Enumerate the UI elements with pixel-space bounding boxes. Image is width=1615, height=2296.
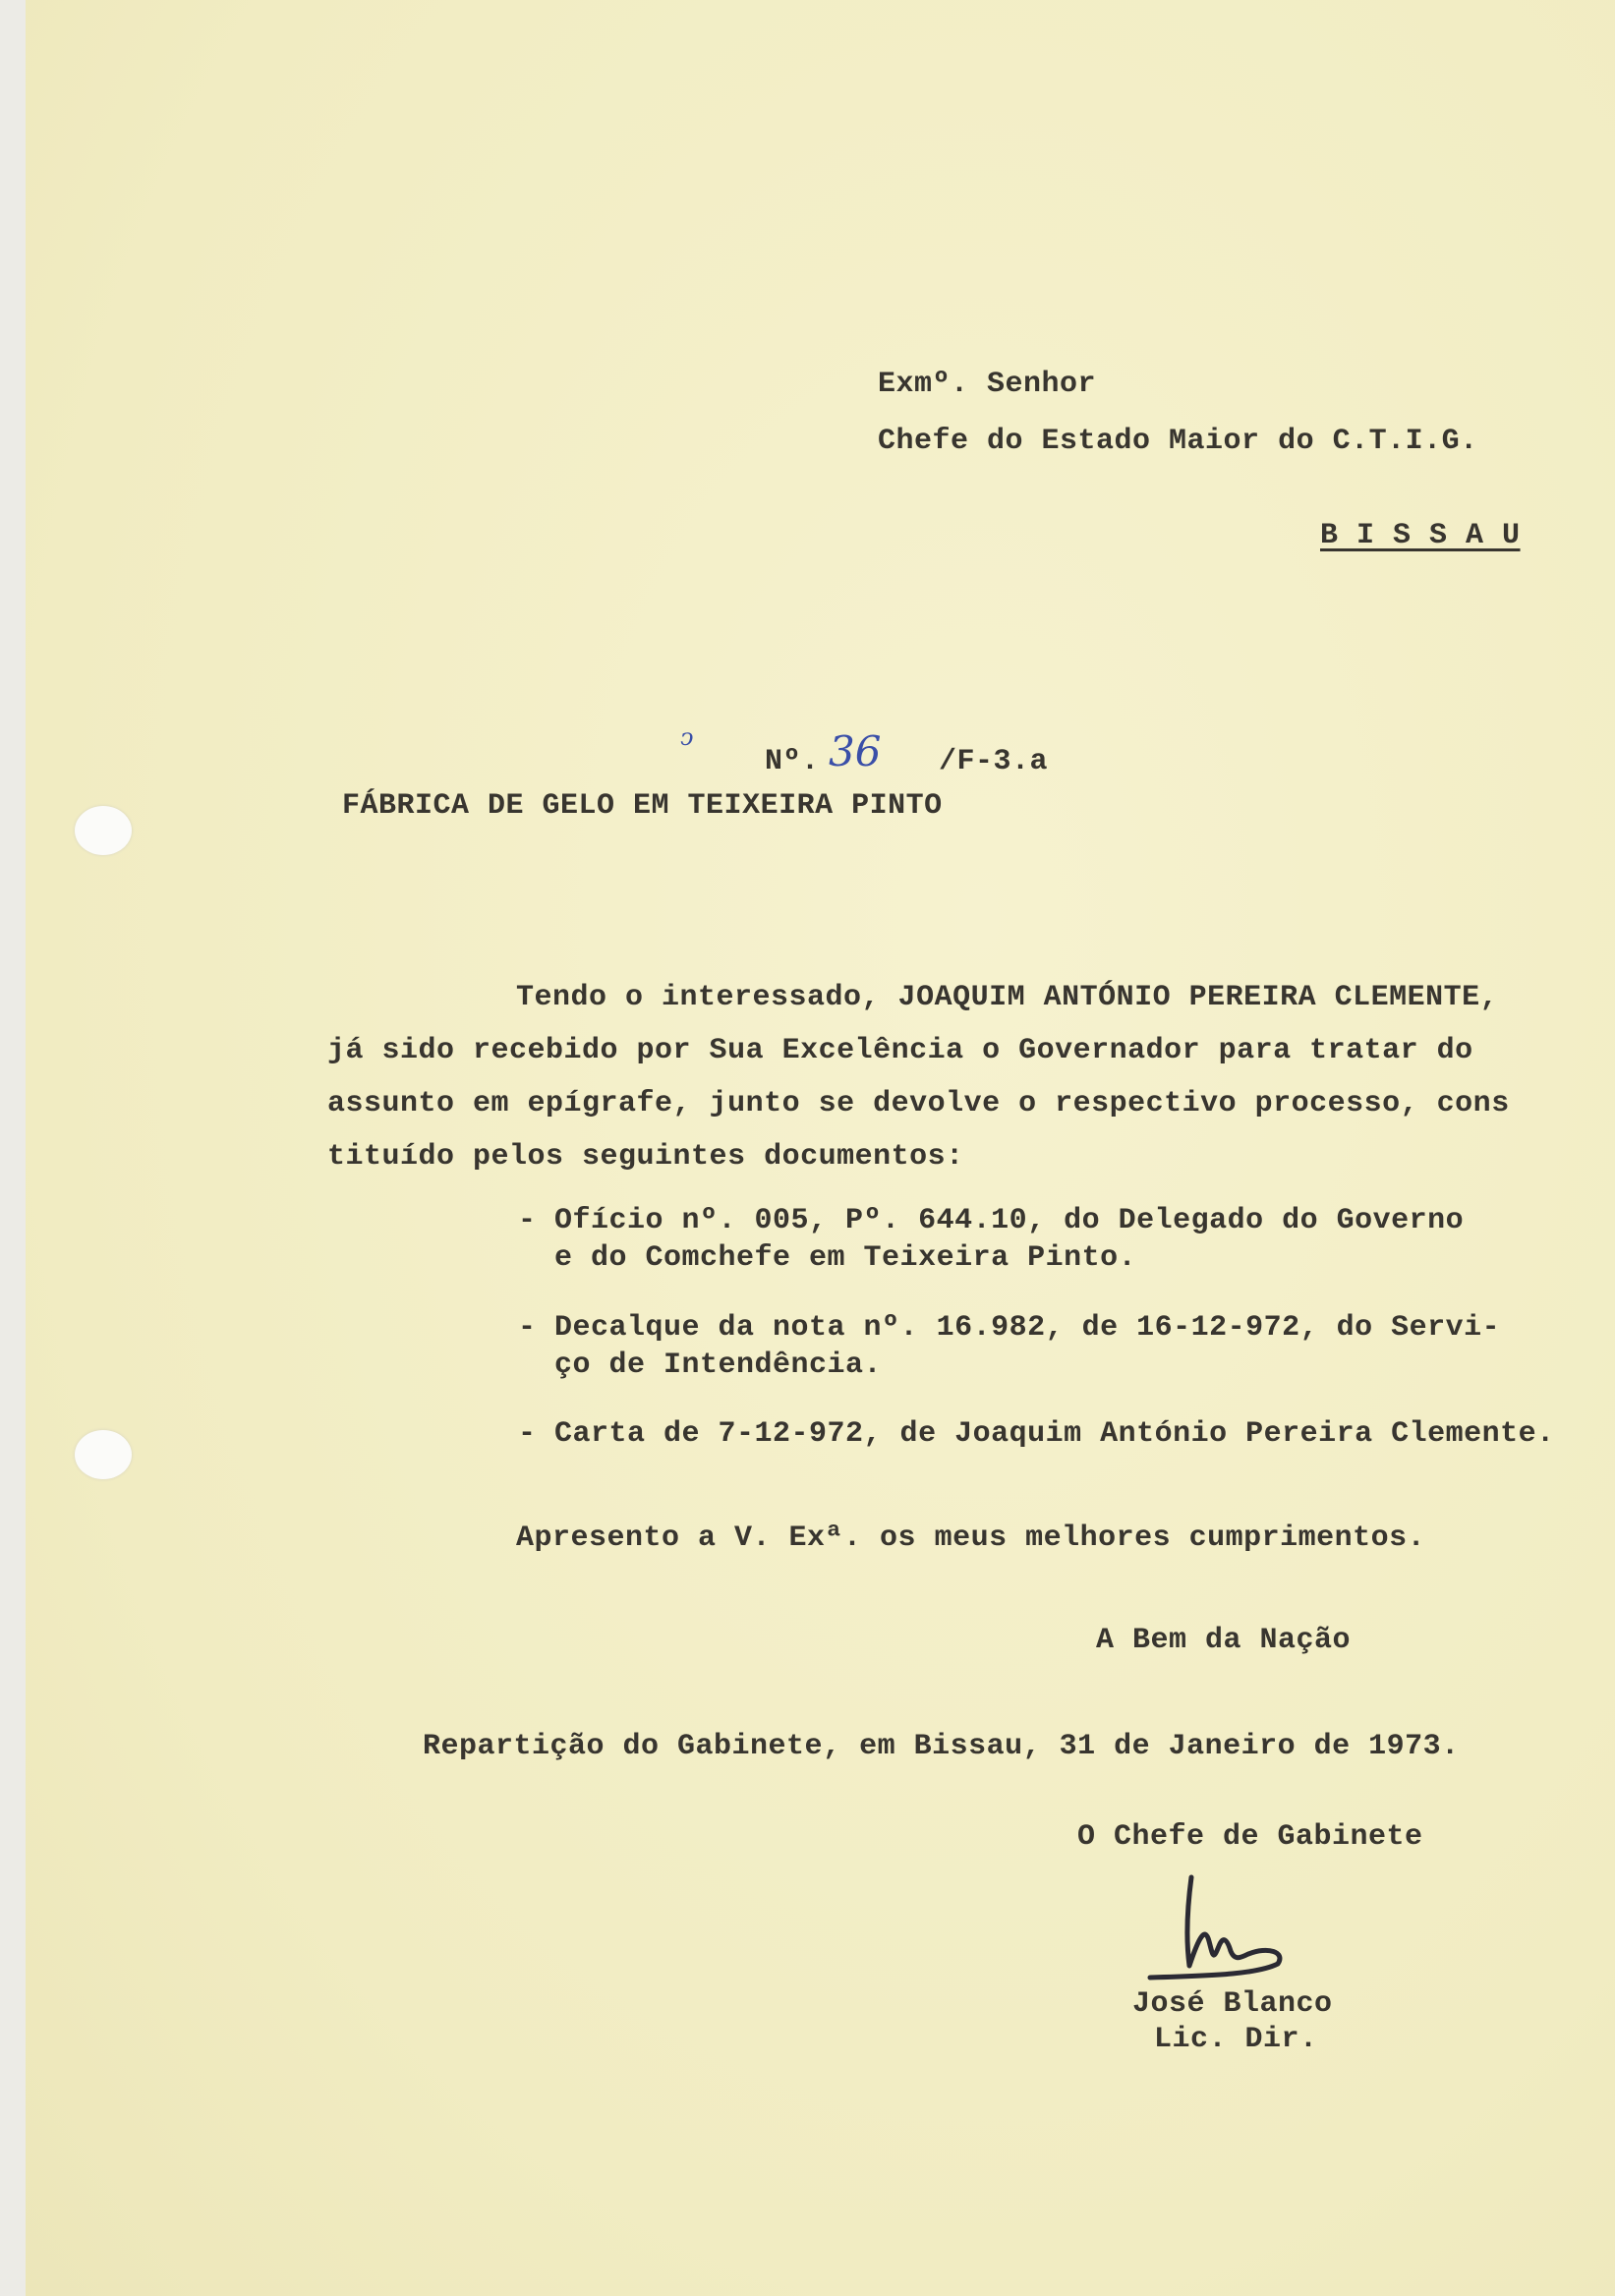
- punch-hole-bottom: [75, 1430, 132, 1479]
- body-line-3: assunto em epígrafe, junto se devolve o respectivo processo, cons: [327, 1087, 1510, 1120]
- reference-mark: ↄ: [680, 723, 694, 751]
- document-item-2-line-1: - Decalque da nota nº. 16.982, de 16-12-972, do Servi-: [518, 1311, 1501, 1345]
- document-item-3-line-1: - Carta de 7-12-972, de Joaquim António Pereira Clemente.: [518, 1417, 1555, 1451]
- signatory-name: José Blanco: [1132, 1987, 1333, 2021]
- motto: A Bem da Nação: [1096, 1624, 1352, 1657]
- reference-prefix: Nº.: [765, 745, 820, 778]
- reference-number: 36: [829, 727, 882, 775]
- document-item-1-line-1: - Ofício nº. 005, Pº. 644.10, do Delegado do Governo: [518, 1204, 1465, 1237]
- body-line-4: tituído pelos seguintes documentos:: [327, 1140, 964, 1174]
- handwritten-signature: [1111, 1867, 1307, 1985]
- closing-line: Apresento a V. Exª. os meus melhores cumprimentos.: [516, 1521, 1426, 1555]
- signatory-title: Lic. Dir.: [1154, 2023, 1318, 2056]
- subject-line: FÁBRICA DE GELO EM TEIXEIRA PINTO: [342, 789, 943, 823]
- scan-edge: [0, 0, 26, 2296]
- document-item-1-line-2: e do Comchefe em Teixeira Pinto.: [518, 1241, 1137, 1275]
- punch-hole-top: [75, 806, 132, 855]
- body-line-1: Tendo o interessado, JOAQUIM ANTÓNIO PEREIRA CLEMENTE,: [516, 981, 1499, 1014]
- addressee-city: B I S S A U: [1320, 519, 1521, 552]
- addressee-title: Chefe do Estado Maior do C.T.I.G.: [878, 425, 1478, 458]
- addressee-salutation: Exmº. Senhor: [878, 368, 1097, 401]
- reference-suffix: /F-3.a: [939, 745, 1049, 778]
- document-item-2-line-2: ço de Intendência.: [518, 1349, 883, 1382]
- place-date: Repartição do Gabinete, em Bissau, 31 de Janeiro de 1973.: [423, 1730, 1460, 1763]
- body-line-2: já sido recebido por Sua Excelência o Governador para tratar do: [327, 1034, 1473, 1067]
- signatory-role: O Chefe de Gabinete: [1077, 1820, 1423, 1854]
